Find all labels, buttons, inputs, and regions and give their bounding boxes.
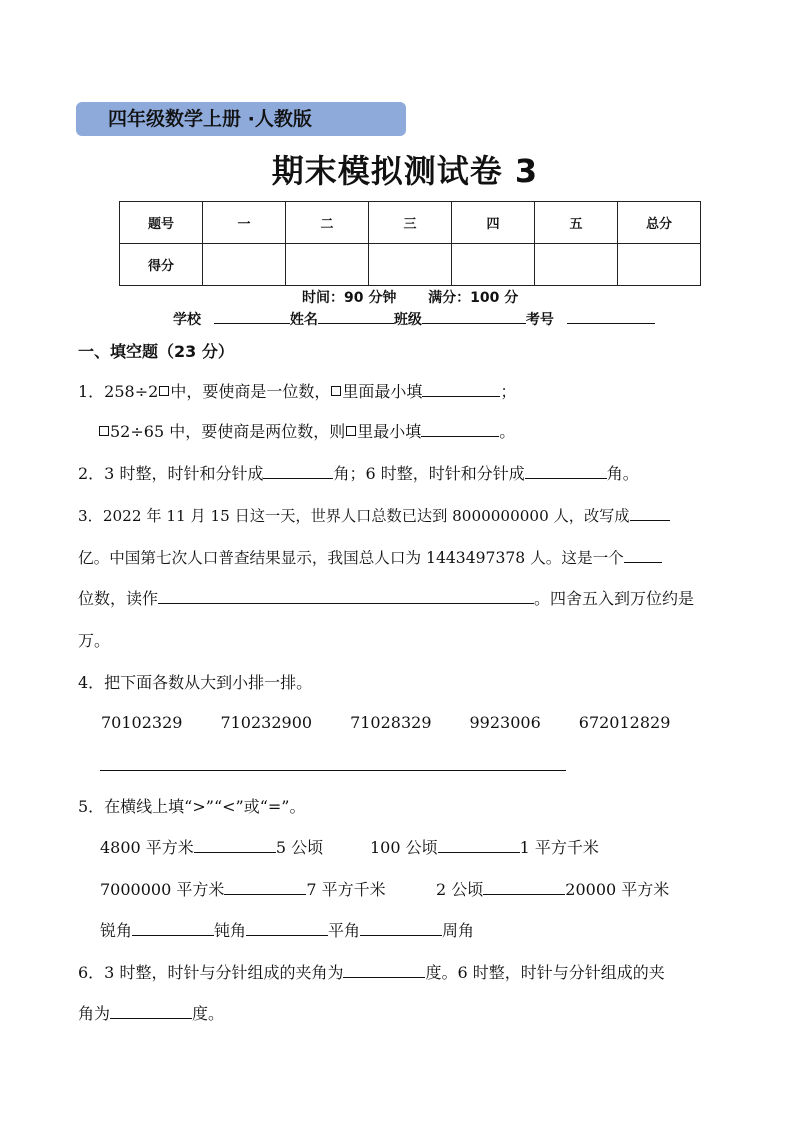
q5-text: 5．在横线上填“>”“<”或“=”。 (78, 797, 306, 816)
answer-blank[interactable] (483, 880, 565, 895)
question-5 (78, 797, 305, 817)
answer-blank[interactable] (224, 880, 306, 895)
q1-text: 52÷65 中，要使商是两位数，则 (110, 422, 346, 441)
score-cell: 五 (535, 202, 618, 244)
number-item: 71028329 (350, 713, 432, 732)
q5-row-1b (370, 838, 599, 858)
q3-text: 。四舍五入到万位约是 (534, 589, 695, 608)
score-cell: 总分 (618, 202, 701, 244)
score-table-score-row (120, 244, 701, 286)
q5-text: 5 公顷 (275, 838, 324, 857)
answer-blank[interactable] (421, 422, 499, 437)
q2-text: 角；6 时整，时针和分针成 (333, 464, 525, 483)
q5-row-2b (436, 880, 669, 900)
number-item: 672012829 (578, 713, 671, 732)
answer-blank[interactable] (630, 506, 670, 521)
q5-row-1 (100, 838, 323, 858)
name-blank[interactable] (318, 309, 394, 324)
page-title: 期末模拟测试卷 3 (271, 152, 539, 190)
score-cell: 题号 (120, 202, 203, 244)
q5-text: 100 公顷 (370, 838, 438, 857)
score-cell: 一 (203, 202, 286, 244)
grade-banner: 四年级数学上册 ·人教版 (76, 102, 406, 136)
class-blank[interactable] (422, 309, 526, 324)
full-score: 满分：100 分 (428, 290, 519, 306)
q1-text: 中，要使商是一位数， (170, 382, 331, 401)
answer-blank[interactable] (132, 921, 214, 936)
answer-blank[interactable] (624, 548, 662, 563)
q6-text: 6．3 时整，时针与分针组成的夹角为 (78, 963, 344, 982)
q5-text: 7 平方千米 (306, 880, 386, 899)
q5-text: 20000 平方米 (565, 880, 670, 899)
q1-text: 1．258÷2 (78, 382, 159, 401)
answer-blank[interactable] (422, 382, 500, 397)
q5-text: 2 公顷 (436, 880, 484, 899)
score-cell: 得分 (120, 244, 203, 286)
exam-time-info (302, 287, 518, 307)
question-3-line-4 (78, 631, 110, 651)
exam-no-blank[interactable] (567, 309, 655, 324)
question-3-line-1 (78, 506, 670, 526)
q1-text: ； (500, 382, 517, 401)
q4-number-list (101, 713, 708, 733)
question-6-line-2 (78, 1004, 224, 1024)
q5-text: 7000000 平方米 (100, 880, 225, 899)
q3-text: 3．2022 年 11 月 15 日这一天，世界人口总数已达到 8000000000 人，改写成 (78, 507, 630, 525)
score-cell: 四 (452, 202, 535, 244)
question-2 (78, 464, 639, 484)
answer-blank[interactable] (110, 1004, 192, 1019)
q1-text: 。 (499, 422, 516, 441)
question-1-line-b (98, 422, 515, 442)
score-input-cell[interactable] (369, 244, 452, 286)
exam-no-label: 考号 (525, 312, 554, 328)
answer-line[interactable] (100, 770, 566, 771)
q5-text: 1 平方千米 (519, 838, 599, 857)
q5-row-2 (100, 880, 386, 900)
q6-text: 度。6 时整，时针与分针组成的夹 (425, 963, 665, 982)
score-input-cell[interactable] (618, 244, 701, 286)
school-label: 学校 (173, 312, 201, 328)
class-label: 班级 (393, 312, 422, 328)
q3-text: 万。 (78, 631, 111, 650)
score-cell: 二 (286, 202, 369, 244)
score-table (119, 201, 701, 286)
answer-blank[interactable] (438, 838, 520, 853)
question-4 (78, 673, 312, 693)
answer-blank[interactable] (158, 589, 534, 604)
q2-text: 2．3 时整，时针和分针成 (78, 464, 264, 483)
question-6-line-1 (78, 963, 665, 983)
q5-text: 周角 (442, 921, 475, 940)
question-3-line-2 (78, 548, 662, 568)
square-box-icon (159, 386, 169, 396)
score-input-cell[interactable] (535, 244, 618, 286)
score-table-header-row (120, 202, 701, 244)
q6-text: 角为 (78, 1004, 111, 1023)
answer-blank[interactable] (360, 921, 442, 936)
q5-text: 平角 (328, 921, 361, 940)
q5-text: 钝角 (214, 921, 247, 940)
q5-text: 4800 平方米 (100, 838, 194, 857)
square-box-icon (99, 426, 109, 436)
score-input-cell[interactable] (203, 244, 286, 286)
q3-text: 亿。中国第七次人口普查结果显示，我国总人口为 1443497378 人。这是一个 (78, 549, 624, 567)
q2-text: 角。 (606, 464, 639, 483)
q6-text: 度。 (192, 1004, 225, 1023)
number-item: 710232900 (220, 713, 313, 732)
number-item: 9923006 (469, 713, 541, 732)
q1-text: 里最小填 (357, 422, 422, 441)
q5-text: 锐角 (100, 921, 133, 940)
answer-blank[interactable] (246, 921, 328, 936)
section-title: 一、填空题（23 分） (78, 342, 234, 361)
number-item: 70102329 (101, 713, 183, 732)
question-1-line-a (78, 382, 516, 402)
answer-blank[interactable] (263, 464, 333, 479)
answer-blank[interactable] (343, 963, 425, 978)
school-blank[interactable] (214, 309, 290, 324)
answer-blank[interactable] (194, 838, 276, 853)
q1-text: 里面最小填 (342, 382, 423, 401)
q5-row-3 (100, 921, 474, 941)
question-3-line-3 (78, 589, 694, 609)
time-limit: 时间：90 分钟 (302, 290, 397, 306)
answer-blank[interactable] (525, 464, 607, 479)
q3-text: 位数，读作 (78, 589, 159, 608)
name-label: 姓名 (289, 312, 318, 328)
square-box-icon (331, 386, 341, 396)
student-info-line (173, 309, 655, 329)
square-box-icon (346, 426, 356, 436)
q4-text: 4．把下面各数从大到小排一排。 (78, 673, 313, 692)
score-input-cell[interactable] (286, 244, 369, 286)
score-input-cell[interactable] (452, 244, 535, 286)
score-cell: 三 (369, 202, 452, 244)
